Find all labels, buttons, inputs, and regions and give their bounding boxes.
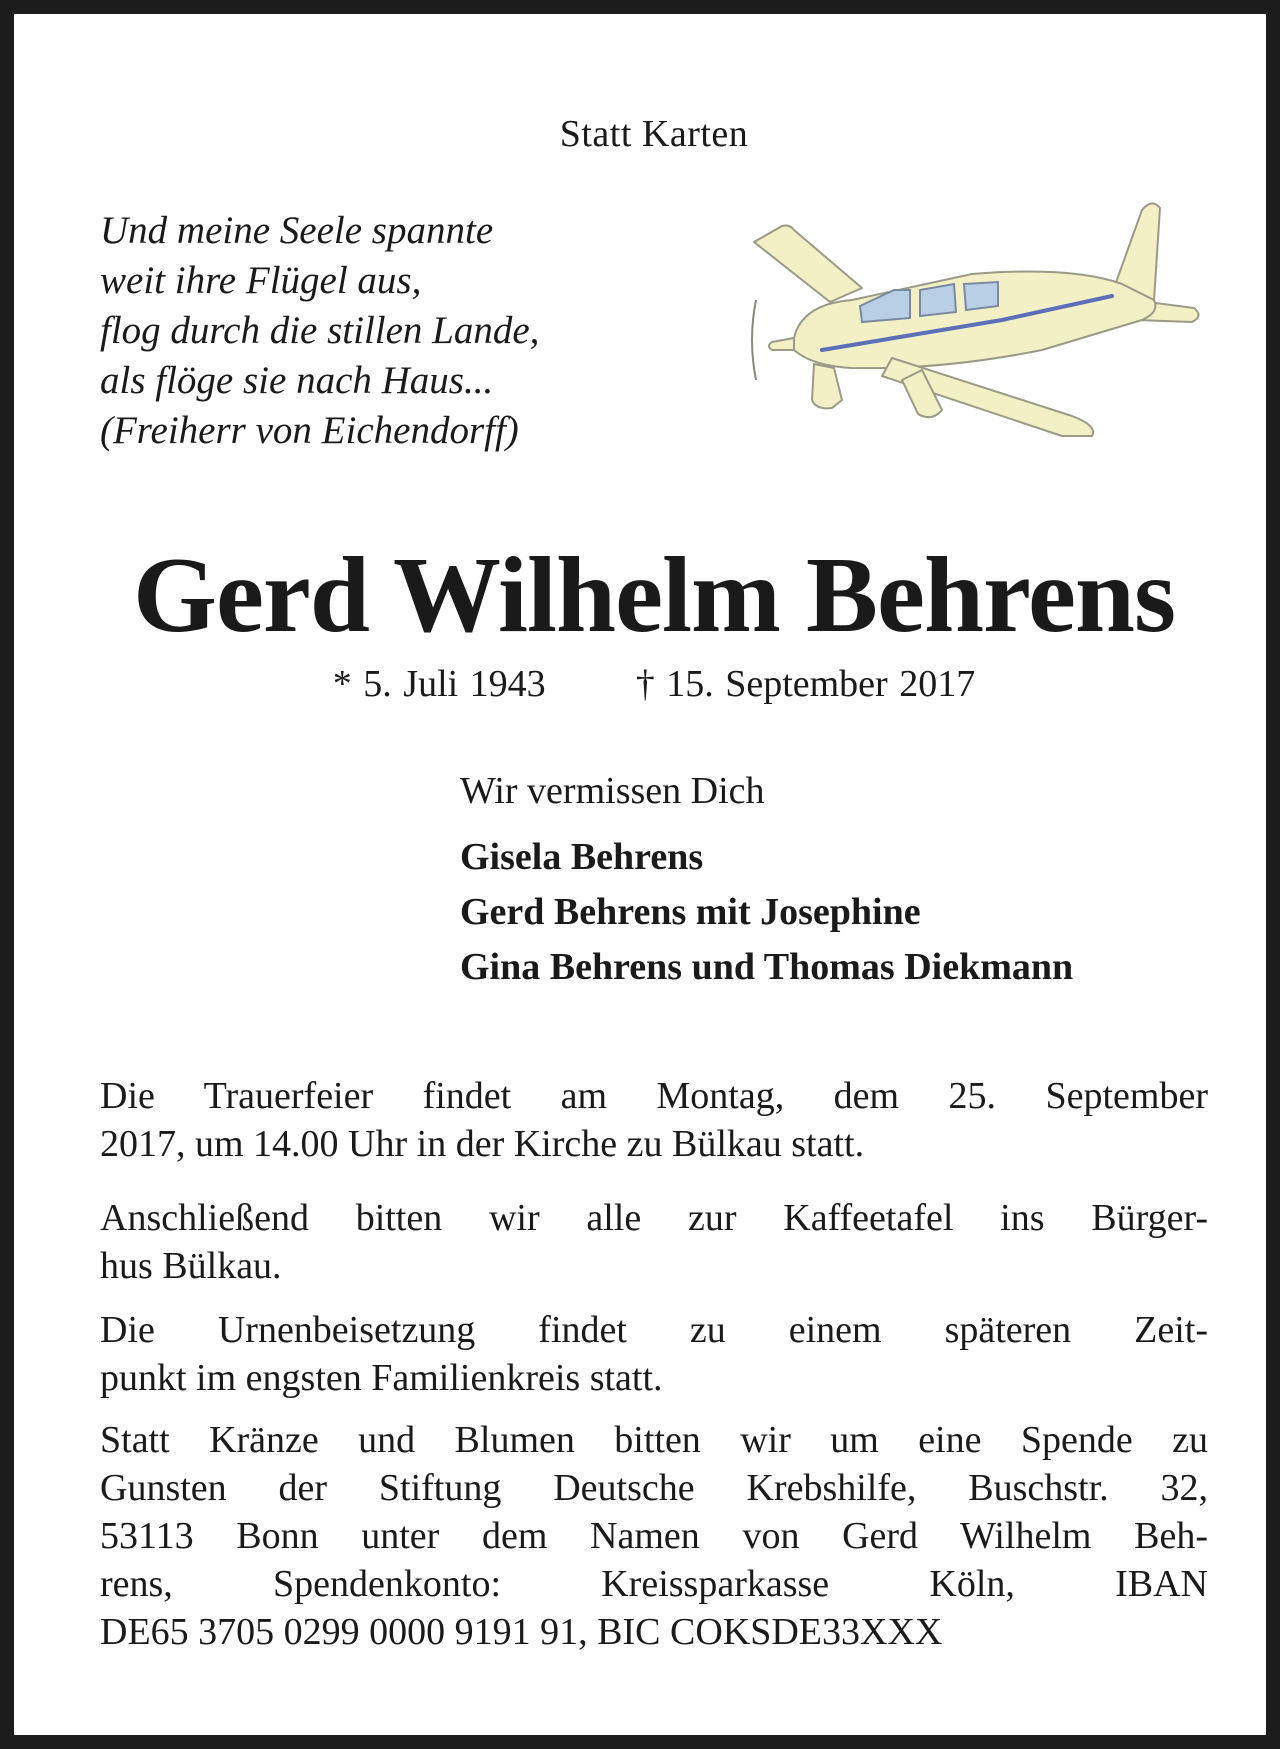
text-line: Die Trauerfeier findet am Montag, dem 25. September bbox=[100, 1075, 1208, 1117]
burial-paragraph bbox=[100, 1306, 1208, 1402]
text-line: Die Urnenbeisetzung findet zu einem späteren Zeit- bbox=[100, 1309, 1208, 1351]
poem-line: Und meine Seele spannte bbox=[100, 209, 494, 252]
text-line: 53113 Bonn unter dem Namen von Gerd Wilhelm Beh- bbox=[100, 1515, 1208, 1557]
reception-paragraph bbox=[100, 1194, 1208, 1290]
text-line: Anschließend bitten wir alle zur Kaffeetafel ins Bürger- bbox=[100, 1197, 1208, 1239]
text-line: 2017, um 14.00 Uhr in der Kirche zu Bülkau statt. bbox=[100, 1123, 865, 1165]
poem-line: als flöge sie nach Haus... bbox=[100, 359, 494, 402]
life-dates bbox=[14, 662, 1280, 706]
birth-date: * 5. Juli 1943 bbox=[332, 663, 546, 705]
text-line: Statt Kränze und Blumen bitten wir um eine Spende zu bbox=[100, 1419, 1208, 1461]
text-line: punkt im engsten Familienkreis statt. bbox=[100, 1357, 663, 1399]
header-statt-karten: Statt Karten bbox=[559, 113, 749, 155]
text-line: Gunsten der Stiftung Deutsche Krebshilfe, Buschstr. 32, bbox=[100, 1467, 1208, 1509]
poem-line: flog durch die stillen Lande, bbox=[100, 309, 540, 352]
poem-line: weit ihre Flügel aus, bbox=[100, 259, 422, 302]
poem-line: (Freiherr von Eichendorff) bbox=[100, 409, 519, 452]
poem bbox=[100, 206, 539, 456]
mourners-block bbox=[460, 766, 1073, 995]
mourners-intro: Wir vermissen Dich bbox=[460, 770, 765, 812]
text-line: DE65 3705 0299 0000 9191 91, BIC COKSDE33XXX bbox=[100, 1611, 943, 1653]
mourner-name: Gina Behrens und Thomas Diekmann bbox=[460, 946, 1074, 988]
text-line: rens, Spendenkonto: Kreissparkasse Köln, IBAN bbox=[100, 1563, 1208, 1605]
donation-paragraph bbox=[100, 1416, 1208, 1656]
mourner-name: Gisela Behrens bbox=[460, 836, 704, 878]
funeral-paragraph bbox=[100, 1072, 1208, 1168]
airplane-icon bbox=[742, 200, 1208, 458]
death-date: † 15. September 2017 bbox=[635, 663, 976, 705]
deceased-name: Gerd Wilhelm Behrens bbox=[132, 536, 1176, 655]
mourner-name: Gerd Behrens mit Josephine bbox=[460, 891, 921, 933]
text-line: hus Bülkau. bbox=[100, 1245, 282, 1287]
